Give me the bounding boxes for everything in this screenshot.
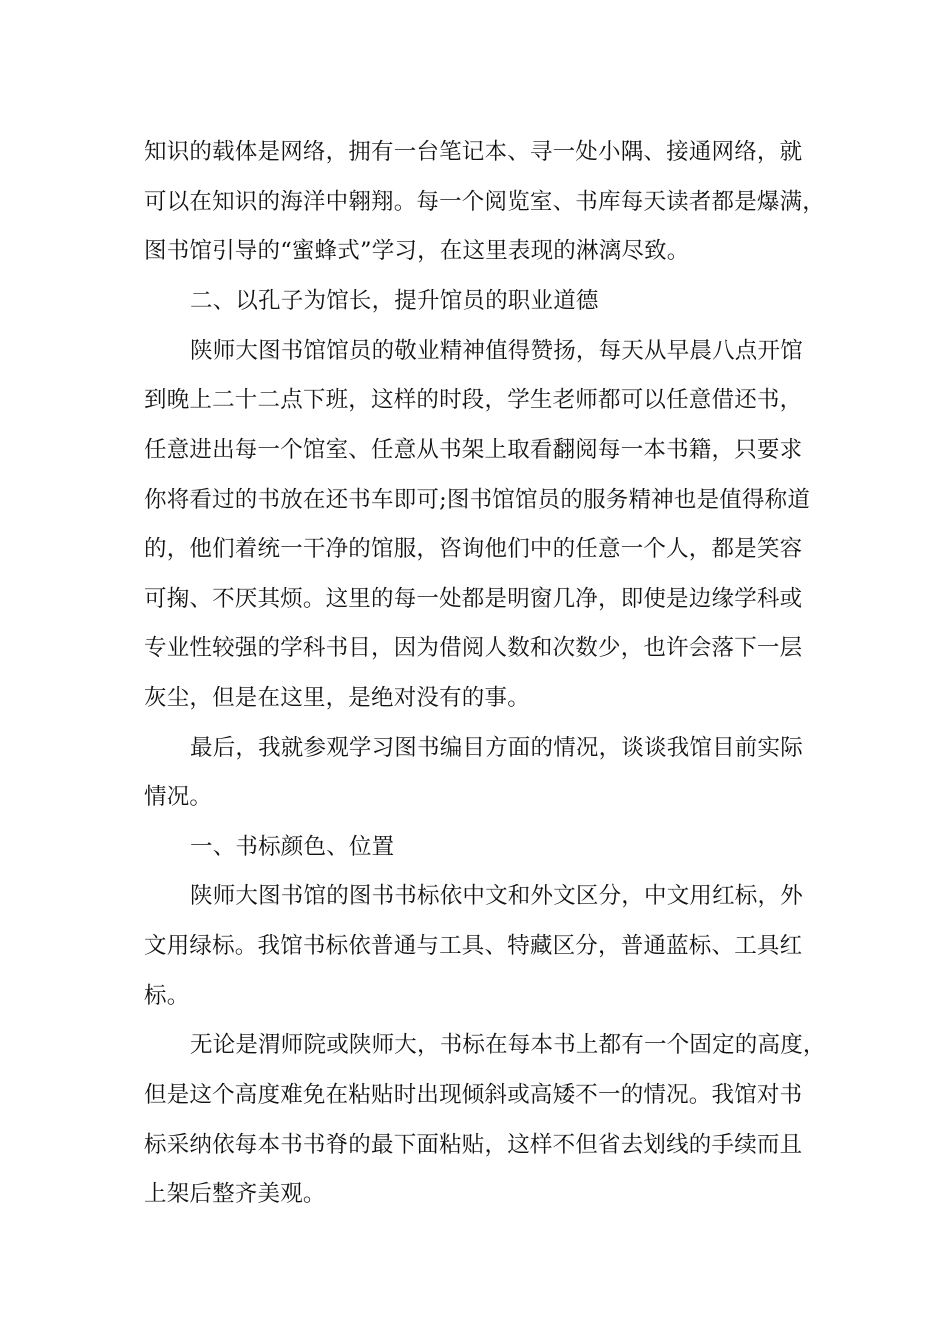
text-line: 标采纳依每本书书脊的最下面粘贴，这样不但省去划线的手续而且 — [144, 1132, 803, 1158]
text-line: 任意进出每一个馆室、任意从书架上取看翻阅每一本书籍，只要求 — [144, 437, 803, 463]
text-line: 陕师大图书馆的图书书标依中文和外文区分，中文用红标，外 — [190, 883, 803, 909]
text-line: 到晚上二十二点下班，这样的时段，学生老师都可以任意借还书， — [144, 387, 803, 413]
text-line: 陕师大图书馆馆员的敬业精神值得赞扬，每天从早晨八点开馆 — [190, 338, 803, 364]
text-line: 你将看过的书放在还书车即可;图书馆馆员的服务精神也是值得称道 — [144, 487, 811, 513]
text-line: 可以在知识的海洋中翱翔。每一个阅览室、书库每天读者都是爆满， — [144, 189, 826, 215]
section-heading: 二、以孔子为馆长，提升馆员的职业道德 — [190, 288, 599, 314]
text-line: 灰尘，但是在这里，是绝对没有的事。 — [144, 685, 530, 711]
text-line: 可掬、不厌其烦。这里的每一处都是明窗几净，即使是边缘学科或 — [144, 586, 803, 612]
text-line: 情况。 — [144, 784, 213, 810]
text-line: 最后，我就参观学习图书编目方面的情况，谈谈我馆目前实际 — [190, 735, 803, 761]
text-line: 专业性较强的学科书目，因为借阅人数和次数少，也许会落下一层 — [144, 635, 803, 661]
text-line: 无论是渭师院或陕师大，书标在每本书上都有一个固定的高度， — [190, 1032, 826, 1058]
text-line: 但是这个高度难免在粘贴时出现倾斜或高矮不一的情况。我馆对书 — [144, 1082, 803, 1108]
text-line: 知识的载体是网络，拥有一台笔记本、寻一处小隅、接通网络，就 — [144, 139, 803, 165]
text-line: 标。 — [144, 983, 190, 1009]
text-line: 图书馆引导的“蜜蜂式”学习，在这里表现的淋漓尽致。 — [144, 238, 690, 264]
text-line: 文用绿标。我馆书标依普通与工具、特藏区分，普通蓝标、工具红 — [144, 933, 803, 959]
section-heading: 一、书标颜色、位置 — [190, 834, 395, 860]
text-line: 上架后整齐美观。 — [144, 1181, 326, 1207]
text-line: 的，他们着统一干净的馆服，咨询他们中的任意一个人，都是笑容 — [144, 536, 803, 562]
